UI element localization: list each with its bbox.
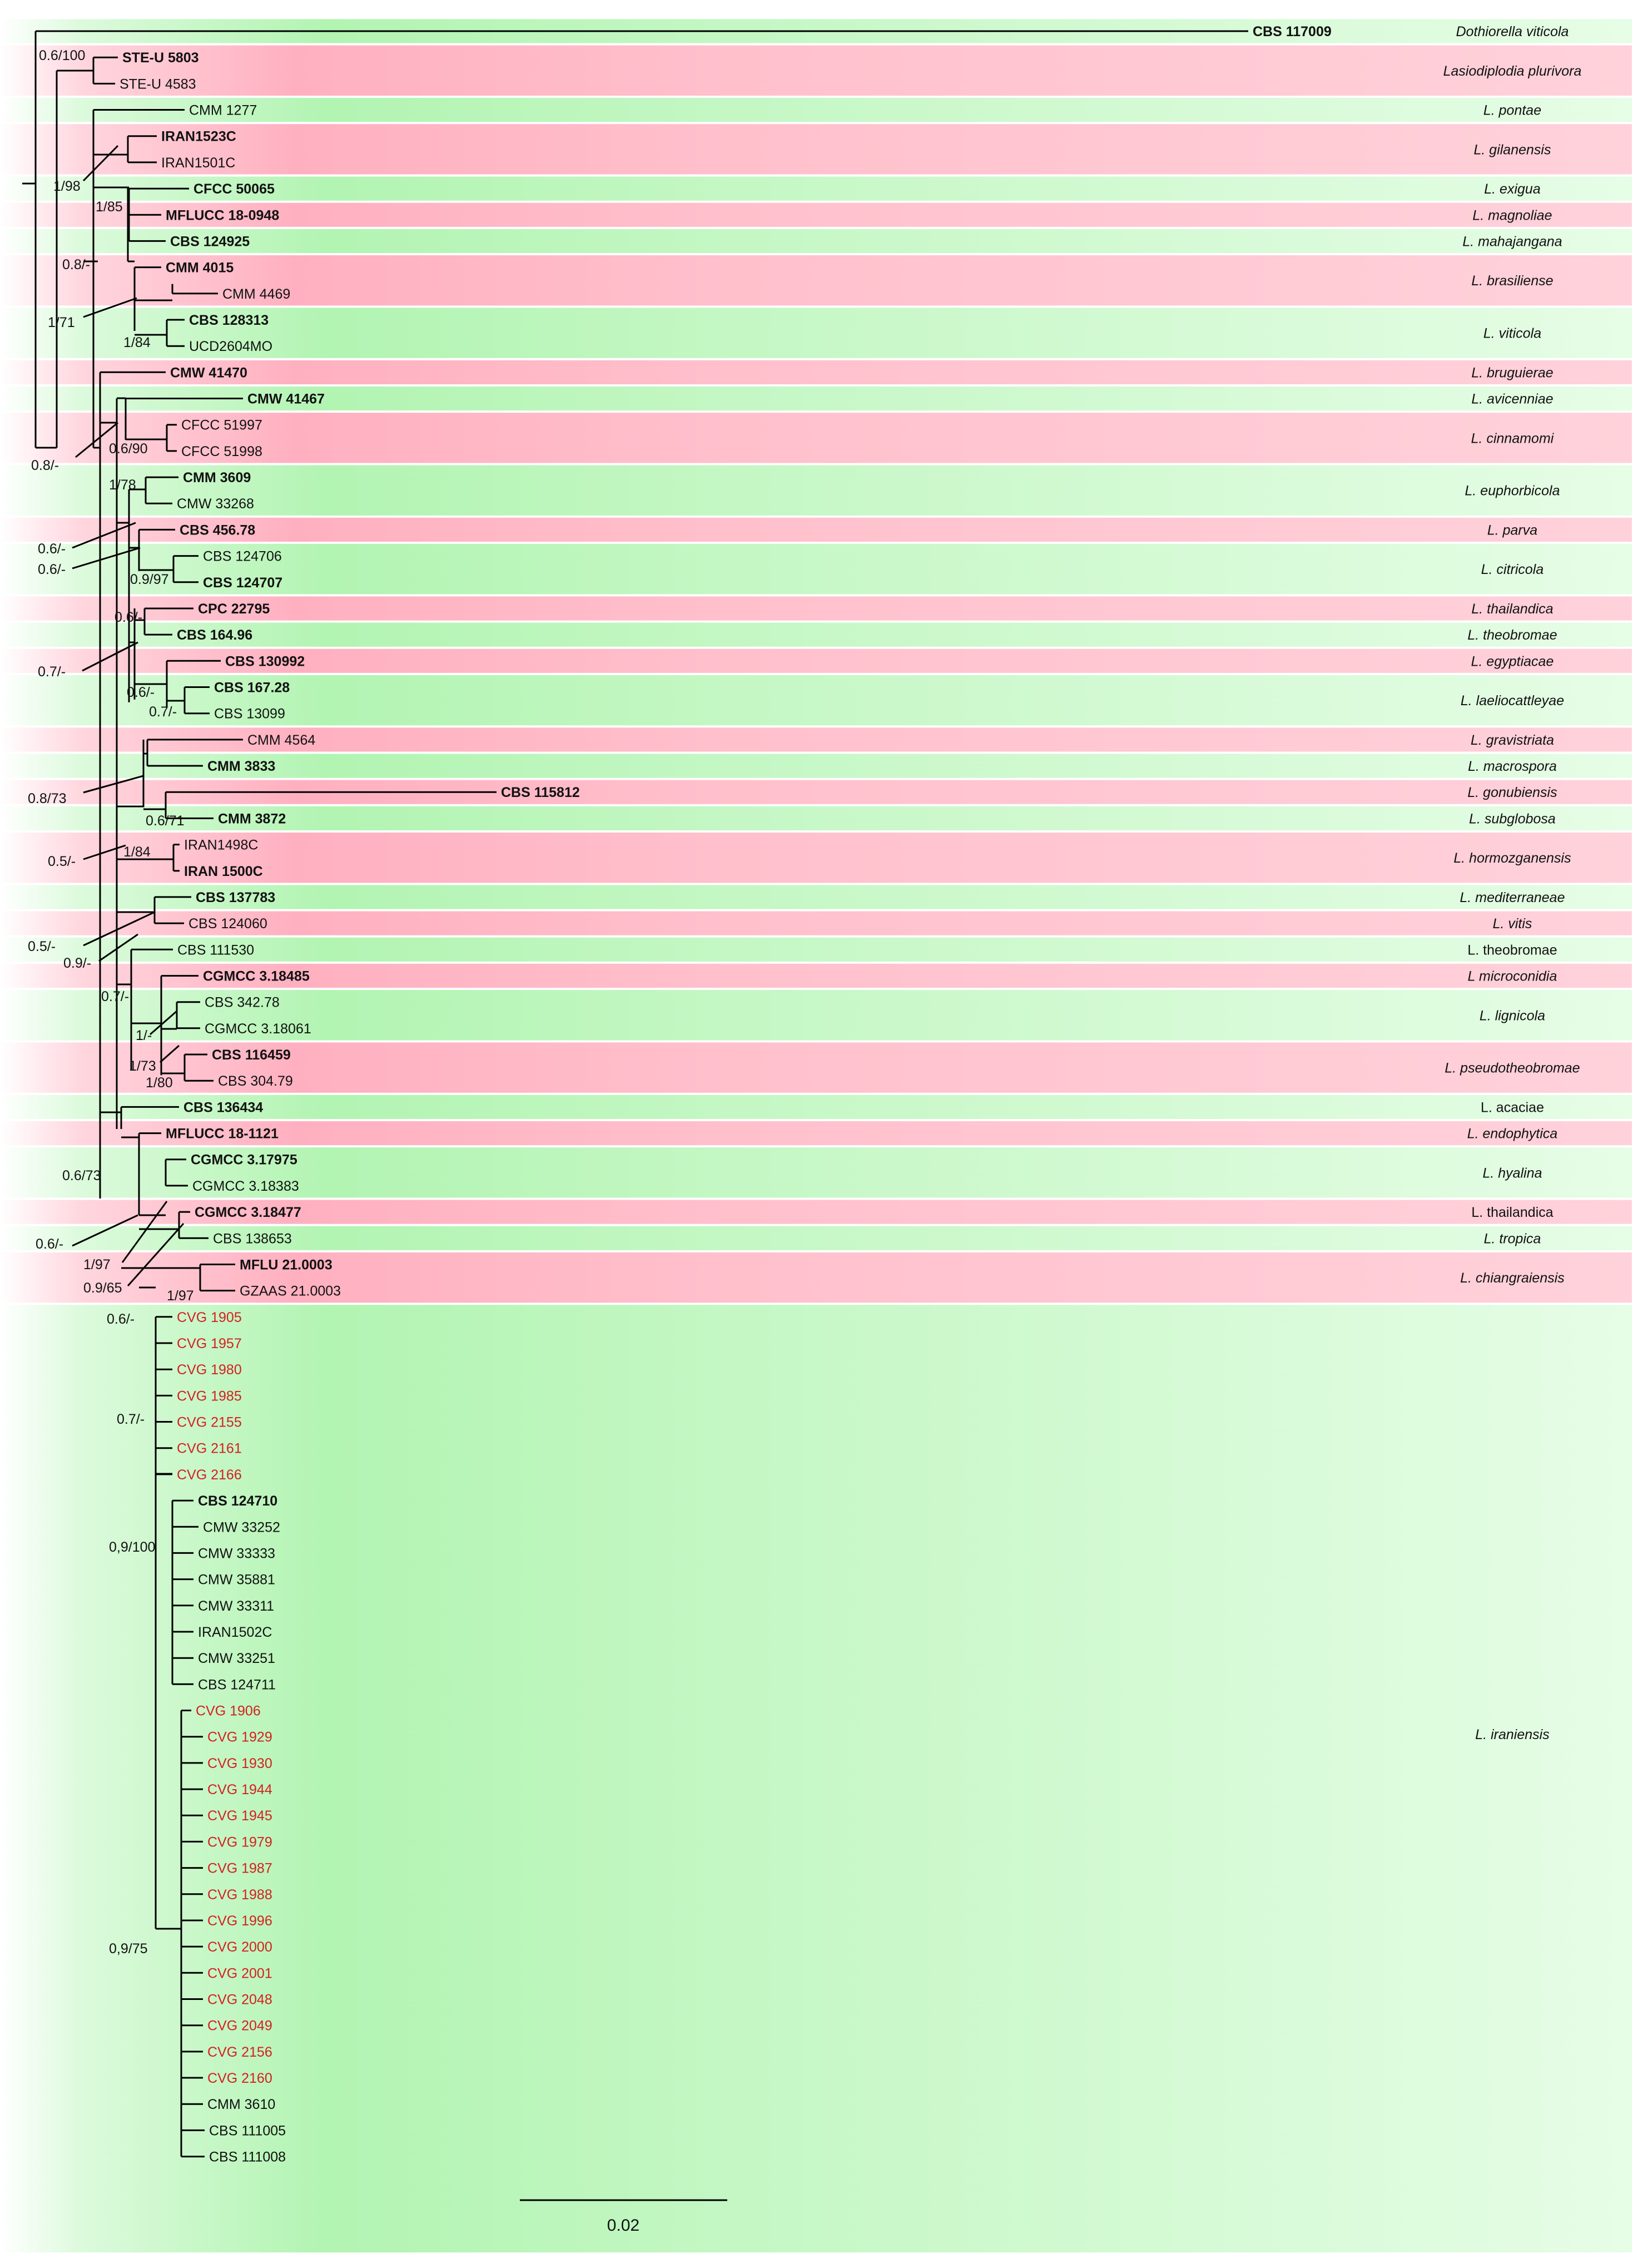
taxon-label: CBS 111530 <box>177 942 255 958</box>
taxon-label: CGMCC 3.18383 <box>192 1178 299 1194</box>
support-value: 0.6/90 <box>109 441 148 457</box>
taxon-label: CBS 124706 <box>203 548 282 564</box>
taxon-label: CVG 1988 <box>207 1886 272 1903</box>
taxon-label: CBS 124060 <box>188 916 267 932</box>
taxon-label: CGMCC 3.18485 <box>203 968 310 984</box>
species-label: L. hormozganensis <box>1453 850 1571 866</box>
taxon-label: CPC 22795 <box>198 601 270 617</box>
taxon-label: CVG 2155 <box>177 1414 242 1430</box>
species-label: L. magnoliae <box>1472 207 1552 224</box>
support-value: 1/98 <box>53 179 81 194</box>
taxon-label: CVG 1945 <box>207 1808 272 1824</box>
support-value: 0.8/- <box>31 458 59 473</box>
taxon-label: CVG 1996 <box>207 1913 272 1929</box>
support-value: 0,9/75 <box>109 1941 148 1957</box>
taxon-label: CVG 2048 <box>207 1992 272 2008</box>
species-label: L. lignicola <box>1479 1008 1546 1024</box>
taxon-label: CBS 136434 <box>183 1100 264 1116</box>
species-label: L. gravistriata <box>1470 732 1555 748</box>
species-label: L. citricola <box>1481 562 1544 578</box>
taxon-label: CMM 4564 <box>247 732 316 748</box>
taxon-label: IRAN1501C <box>161 155 236 171</box>
taxon-label: CVG 2160 <box>207 2071 272 2086</box>
taxon-label: UCD2604MO <box>189 339 273 355</box>
taxon-label: CFCC 50065 <box>193 181 275 197</box>
taxon-label: IRAN1502C <box>198 1625 272 1640</box>
taxon-label: CBS 130992 <box>225 653 305 670</box>
support-value: 0.6/- <box>38 541 66 557</box>
taxon-label: CMW 41467 <box>247 391 325 407</box>
taxon-label: CVG 1957 <box>177 1336 242 1351</box>
taxon-label: GZAAS 21.0003 <box>240 1283 341 1299</box>
species-label: L. endophytica <box>1467 1126 1558 1142</box>
taxon-label: CMW 33251 <box>198 1651 275 1667</box>
support-value: 0.6/- <box>107 1311 135 1327</box>
scale-bar-label: 0.02 <box>607 2216 640 2235</box>
support-value: 0.6/73 <box>62 1168 101 1183</box>
species-label: L. pontae <box>1483 102 1542 118</box>
species-label: L. brasiliense <box>1471 273 1553 289</box>
taxon-label: CMW 41470 <box>170 365 247 381</box>
taxon-label: CMM 4015 <box>166 260 234 276</box>
taxon-label: CMM 3610 <box>207 2097 276 2113</box>
species-label: L. vitis <box>1492 916 1532 932</box>
taxon-label: CBS 13099 <box>214 706 285 722</box>
taxon-label: CVG 2000 <box>207 1939 272 1955</box>
support-value: 0.7/- <box>38 664 66 680</box>
taxon-label: IRAN1498C <box>184 837 259 853</box>
taxon-label: STE-U 4583 <box>120 76 196 92</box>
support-value: 0.7/- <box>101 989 130 1004</box>
species-band-pink <box>0 727 1632 751</box>
taxon-label: MFLUCC 18-0948 <box>166 207 280 224</box>
species-label: Lasiodiplodia plurivora <box>1443 63 1582 79</box>
species-band-pink <box>0 46 1632 96</box>
species-label: L. hyalina <box>1482 1165 1542 1181</box>
taxon-label: CGMCC 3.18061 <box>205 1021 311 1037</box>
species-label: L. acaciae <box>1481 1100 1544 1116</box>
taxon-label: CBS 124925 <box>170 234 250 250</box>
species-label: L. egyptiacae <box>1471 653 1554 670</box>
taxon-label: CBS 124707 <box>203 575 283 591</box>
taxon-label: CBS 167.28 <box>214 680 290 696</box>
support-value: 0.5/- <box>48 854 76 869</box>
support-value: 0.6/- <box>36 1236 64 1252</box>
species-label: L. iraniensis <box>1475 1727 1550 1742</box>
support-value: 1/84 <box>123 844 151 860</box>
taxon-label: CVG 1987 <box>207 1860 272 1876</box>
taxon-label: CMM 4469 <box>222 286 291 302</box>
taxon-label: CVG 2166 <box>177 1467 242 1483</box>
support-value: 1/71 <box>48 315 75 330</box>
support-value: 1/78 <box>109 477 136 493</box>
taxon-label: CBS 137783 <box>196 889 276 905</box>
taxon-label: CBS 456.78 <box>180 522 256 538</box>
taxon-label: CVG 2049 <box>207 2018 272 2034</box>
support-value: 1/- <box>136 1028 152 1043</box>
taxon-label: CBS 342.78 <box>205 994 280 1011</box>
taxon-label: CVG 1929 <box>207 1729 272 1745</box>
support-value: 0.6/71 <box>146 813 185 829</box>
species-label: L. theobromae <box>1467 627 1557 643</box>
support-value: 0.6/- <box>115 610 143 625</box>
species-label: L. bruguierae <box>1471 365 1553 381</box>
support-value: 0.7/- <box>149 704 177 720</box>
species-label: L. thailandica <box>1471 1205 1553 1221</box>
species-band-pink <box>0 124 1632 174</box>
support-value: 0.9/97 <box>130 572 169 587</box>
taxon-label: CGMCC 3.17975 <box>191 1152 297 1168</box>
taxon-label: CBS 304.79 <box>218 1073 293 1090</box>
taxon-label: CFCC 51998 <box>181 443 262 459</box>
support-value: 1/73 <box>129 1058 156 1074</box>
species-label: L. gilanensis <box>1473 142 1551 158</box>
taxon-label: CMW 33333 <box>198 1546 275 1562</box>
taxon-label: CVG 1979 <box>207 1834 272 1850</box>
taxon-label: CVG 2156 <box>207 2044 272 2060</box>
species-label: L. pseudotheobromae <box>1445 1060 1580 1076</box>
support-value: 0.9/65 <box>83 1280 122 1296</box>
taxon-label: CVG 1905 <box>177 1309 242 1325</box>
taxon-label: CMM 3872 <box>218 811 286 827</box>
support-value: 0.9/- <box>63 955 92 971</box>
species-label: L. tropica <box>1483 1231 1541 1247</box>
species-label: Dothiorella viticola <box>1456 24 1569 39</box>
support-value: 1/97 <box>83 1257 111 1272</box>
taxon-label: STE-U 5803 <box>122 50 199 66</box>
taxon-label: CBS 115812 <box>501 785 580 801</box>
species-label: L. exigua <box>1484 181 1541 197</box>
taxon-label: CBS 164.96 <box>177 627 253 643</box>
taxon-label: CVG 1944 <box>207 1782 272 1798</box>
support-value: 1/85 <box>96 199 123 215</box>
species-label: L. thailandica <box>1471 601 1553 617</box>
species-label: L. euphorbicola <box>1465 483 1560 499</box>
taxon-label: CMM 3609 <box>183 470 251 486</box>
taxon-label: CGMCC 3.18477 <box>195 1205 301 1221</box>
taxon-label: IRAN 1500C <box>184 863 263 879</box>
taxon-label: CBS 117009 <box>1253 24 1332 39</box>
taxon-label: IRAN1523C <box>161 128 236 145</box>
taxon-label: CVG 2001 <box>207 1965 272 1982</box>
species-label: L. gonubiensis <box>1467 785 1557 801</box>
species-label: L. subglobosa <box>1469 811 1556 827</box>
taxon-label: CBS 124711 <box>198 1677 276 1693</box>
support-value: 1/84 <box>123 335 151 350</box>
support-value: 0,9/100 <box>109 1539 156 1555</box>
species-label: L. mahajangana <box>1462 234 1562 250</box>
support-value: 0.6/- <box>127 685 155 700</box>
support-value: 0.7/- <box>117 1412 145 1427</box>
support-value: 0.8/73 <box>28 791 67 806</box>
taxon-label: CMW 33252 <box>203 1519 280 1536</box>
taxon-label: CBS 111005 <box>209 2123 286 2139</box>
support-value: 0.5/- <box>28 939 56 954</box>
species-label: L. cinnamomi <box>1471 430 1554 447</box>
taxon-label: CBS 116459 <box>212 1047 291 1063</box>
taxon-label: CBS 128313 <box>189 313 269 328</box>
taxon-label: CMM 3833 <box>207 759 276 774</box>
support-value: 0.6/100 <box>39 48 86 63</box>
taxon-label: CMM 1277 <box>189 102 257 118</box>
taxon-label: CVG 1930 <box>207 1755 272 1771</box>
support-value: 1/97 <box>167 1288 194 1304</box>
taxon-label: MFLU 21.0003 <box>240 1257 332 1273</box>
taxon-label: CMW 33311 <box>198 1598 275 1614</box>
species-label: L. avicenniae <box>1471 391 1553 407</box>
taxon-label: CVG 2161 <box>177 1440 242 1457</box>
taxon-label: CBS 138653 <box>213 1231 292 1247</box>
species-label: L. macrospora <box>1468 759 1557 774</box>
support-value: 1/80 <box>146 1075 173 1091</box>
taxon-label: CVG 1906 <box>196 1703 261 1719</box>
species-label: L. laeliocattleyae <box>1460 693 1565 709</box>
species-label: L. viticola <box>1483 325 1542 341</box>
taxon-label: CVG 1985 <box>177 1388 242 1404</box>
taxon-label: CBS 111008 <box>209 2149 286 2165</box>
species-band-green <box>0 387 1632 410</box>
taxon-label: CFCC 51997 <box>181 417 262 433</box>
species-label: L. theobromae <box>1467 942 1557 958</box>
taxon-label: MFLUCC 18-1121 <box>166 1126 279 1142</box>
species-label: L. parva <box>1487 522 1538 538</box>
taxon-label: CBS 124710 <box>198 1493 278 1509</box>
taxon-label: CMW 35881 <box>198 1572 275 1588</box>
support-value: 0.8/- <box>62 257 91 273</box>
support-value: 0.6/- <box>38 562 66 577</box>
taxon-label: CVG 1980 <box>177 1362 242 1378</box>
species-label: L. chiangraiensis <box>1460 1270 1565 1286</box>
species-label: L. mediterraneae <box>1460 889 1565 905</box>
taxon-label: CMW 33268 <box>177 496 254 512</box>
species-label: L microconidia <box>1467 968 1557 984</box>
